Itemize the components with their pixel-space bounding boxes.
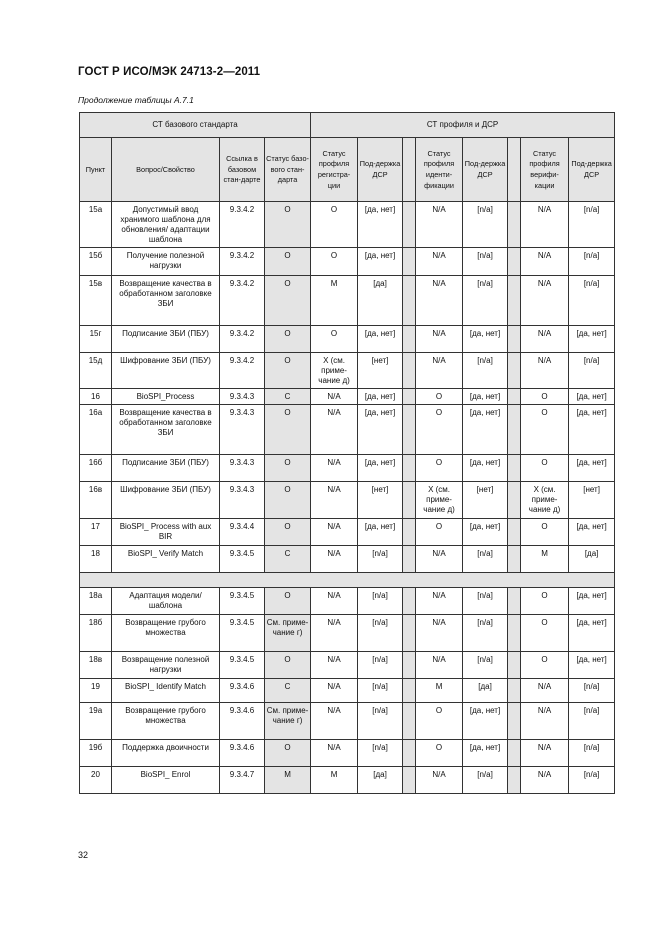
row-reference: 9.3.4.6 <box>220 703 265 740</box>
row-reg-status: N/A <box>311 389 358 405</box>
row-question: BioSPI_Process <box>112 389 220 405</box>
row-ident-support: [да, нет] <box>463 389 508 405</box>
row-point: 19а <box>80 703 112 740</box>
table-row <box>80 740 615 767</box>
row-ident-support: [n/a] <box>463 615 508 652</box>
row-gap <box>403 455 416 482</box>
row-reg-support: [n/a] <box>358 588 403 615</box>
row-reference: 9.3.4.2 <box>220 326 265 353</box>
row-verif-support: [n/a] <box>569 767 615 794</box>
row-reg-status: X (см. приме-чание д) <box>311 353 358 389</box>
row-gap <box>508 326 521 353</box>
row-ident-support: [да, нет] <box>463 740 508 767</box>
row-reg-status: N/A <box>311 455 358 482</box>
row-ident-status: O <box>416 455 463 482</box>
row-reg-status: O <box>311 202 358 248</box>
row-reference: 9.3.4.3 <box>220 455 265 482</box>
row-ident-support: [да, нет] <box>463 519 508 546</box>
row-gap <box>508 389 521 405</box>
row-ident-status: N/A <box>416 276 463 326</box>
row-gap <box>403 546 416 573</box>
row-verif-status: N/A <box>521 767 569 794</box>
row-question: Возвращение качества в обработанном заголовке ЗБИ <box>112 276 220 326</box>
row-question: BioSPI_ Identify Match <box>112 679 220 703</box>
row-point: 18а <box>80 588 112 615</box>
row-reg-support: [да] <box>358 767 403 794</box>
row-reg-support: [n/a] <box>358 652 403 679</box>
row-base-status: O <box>265 353 311 389</box>
row-gap <box>508 740 521 767</box>
row-base-status: C <box>265 546 311 573</box>
row-gap <box>403 615 416 652</box>
row-point: 15г <box>80 326 112 353</box>
table-row <box>80 519 615 546</box>
col-header-point: Пункт <box>80 138 112 202</box>
row-ident-support: [да, нет] <box>463 703 508 740</box>
row-gap <box>508 652 521 679</box>
row-verif-support: [да, нет] <box>569 519 615 546</box>
row-ident-status: N/A <box>416 353 463 389</box>
row-reference: 9.3.4.2 <box>220 276 265 326</box>
row-verif-status: O <box>521 519 569 546</box>
row-gap <box>508 519 521 546</box>
row-ident-status: O <box>416 740 463 767</box>
row-reference: 9.3.4.5 <box>220 615 265 652</box>
col-header-verif-status: Статус профиля верифи-кации <box>521 138 569 202</box>
row-base-status: O <box>265 482 311 519</box>
table-row <box>80 652 615 679</box>
row-verif-support: [нет] <box>569 482 615 519</box>
row-ident-support: [n/a] <box>463 588 508 615</box>
row-base-status: O <box>265 519 311 546</box>
row-point: 15б <box>80 248 112 276</box>
row-verif-status: O <box>521 405 569 455</box>
row-gap <box>508 679 521 703</box>
row-reference: 9.3.4.4 <box>220 519 265 546</box>
row-base-status: O <box>265 740 311 767</box>
row-reg-status: N/A <box>311 482 358 519</box>
row-reg-status: N/A <box>311 546 358 573</box>
table-row <box>80 202 615 248</box>
row-verif-support: [n/a] <box>569 740 615 767</box>
row-verif-status: O <box>521 588 569 615</box>
row-question: BioSPI_ Process with aux BIR <box>112 519 220 546</box>
row-reg-status: N/A <box>311 703 358 740</box>
col-header-reference: Ссылка в базовом стан-дарте <box>220 138 265 202</box>
row-verif-status: N/A <box>521 248 569 276</box>
row-gap <box>403 389 416 405</box>
table-row <box>80 588 615 615</box>
col-header-ident-status: Статус профиля иденти-фикации <box>416 138 463 202</box>
row-ident-status: N/A <box>416 202 463 248</box>
row-verif-support: [n/a] <box>569 248 615 276</box>
row-question: Получение полезной нагрузки <box>112 248 220 276</box>
group-header-base: СТ базового стандарта <box>80 113 311 138</box>
row-reference: 9.3.4.2 <box>220 353 265 389</box>
row-ident-support: [n/a] <box>463 276 508 326</box>
row-gap <box>508 546 521 573</box>
row-reference: 9.3.4.3 <box>220 482 265 519</box>
row-reg-support: [нет] <box>358 482 403 519</box>
row-reg-support: [да, нет] <box>358 405 403 455</box>
table-row <box>80 615 615 652</box>
row-ident-support: [нет] <box>463 482 508 519</box>
row-verif-status: N/A <box>521 202 569 248</box>
row-reg-status: N/A <box>311 679 358 703</box>
row-reference: 9.3.4.2 <box>220 248 265 276</box>
row-gap <box>508 276 521 326</box>
table-row <box>80 482 615 519</box>
group-header-profile: СТ профиля и ДСР <box>311 113 615 138</box>
row-question: Подписание ЗБИ (ПБУ) <box>112 455 220 482</box>
row-verif-status: O <box>521 389 569 405</box>
col-header-base-status: Статус базо-вого стан-дарта <box>265 138 311 202</box>
row-ident-support: [n/a] <box>463 652 508 679</box>
row-base-status: O <box>265 202 311 248</box>
row-ident-status: M <box>416 679 463 703</box>
row-base-status: См. приме-чание г) <box>265 615 311 652</box>
row-gap <box>508 353 521 389</box>
row-gap <box>403 482 416 519</box>
row-question: Шифрование ЗБИ (ПБУ) <box>112 353 220 389</box>
table-row <box>80 546 615 573</box>
row-question: Шифрование ЗБИ (ПБУ) <box>112 482 220 519</box>
table-row <box>80 248 615 276</box>
row-verif-status: N/A <box>521 276 569 326</box>
row-reg-support: [n/a] <box>358 740 403 767</box>
row-gap <box>508 703 521 740</box>
row-point: 17 <box>80 519 112 546</box>
row-point: 16а <box>80 405 112 455</box>
table-row <box>80 405 615 455</box>
row-gap <box>403 326 416 353</box>
row-ident-status: N/A <box>416 248 463 276</box>
row-question: Допустимый ввод хранимого шаблона для обновления/ адаптации шаблона <box>112 202 220 248</box>
row-reference: 9.3.4.3 <box>220 405 265 455</box>
row-reg-support: [нет] <box>358 353 403 389</box>
row-reference: 9.3.4.5 <box>220 546 265 573</box>
row-point: 18 <box>80 546 112 573</box>
row-reference: 9.3.4.5 <box>220 588 265 615</box>
row-reference: 9.3.4.5 <box>220 652 265 679</box>
row-verif-status: N/A <box>521 703 569 740</box>
row-reference: 9.3.4.2 <box>220 202 265 248</box>
row-verif-support: [n/a] <box>569 276 615 326</box>
row-verif-support: [n/a] <box>569 703 615 740</box>
row-ident-support: [n/a] <box>463 546 508 573</box>
col-header-gap <box>508 138 521 202</box>
row-gap <box>508 482 521 519</box>
row-point: 16в <box>80 482 112 519</box>
row-verif-status: O <box>521 455 569 482</box>
row-ident-support: [n/a] <box>463 767 508 794</box>
row-gap <box>403 703 416 740</box>
row-verif-status: O <box>521 615 569 652</box>
page-number: 32 <box>78 850 89 860</box>
row-reg-status: N/A <box>311 652 358 679</box>
row-gap <box>403 276 416 326</box>
row-base-status: O <box>265 248 311 276</box>
row-gap <box>508 615 521 652</box>
row-question: Поддержка двоичности <box>112 740 220 767</box>
row-reg-status: N/A <box>311 615 358 652</box>
row-base-status: O <box>265 652 311 679</box>
row-verif-status: N/A <box>521 679 569 703</box>
row-question: Подписание ЗБИ (ПБУ) <box>112 326 220 353</box>
row-gap <box>403 405 416 455</box>
row-reg-support: [да, нет] <box>358 326 403 353</box>
row-point: 19б <box>80 740 112 767</box>
row-reg-support: [n/a] <box>358 703 403 740</box>
row-question: Возвращение грубого множества <box>112 615 220 652</box>
row-base-status: M <box>265 767 311 794</box>
row-gap <box>403 353 416 389</box>
table-body <box>80 202 615 794</box>
row-verif-status: N/A <box>521 353 569 389</box>
row-verif-support: [да, нет] <box>569 615 615 652</box>
row-reg-status: M <box>311 767 358 794</box>
row-reg-support: [да, нет] <box>358 389 403 405</box>
row-point: 15д <box>80 353 112 389</box>
row-ident-status: N/A <box>416 652 463 679</box>
row-ident-status: N/A <box>416 615 463 652</box>
row-reg-status: N/A <box>311 405 358 455</box>
table-row <box>80 703 615 740</box>
row-question: Возвращение грубого множества <box>112 703 220 740</box>
row-ident-status: N/A <box>416 546 463 573</box>
row-reg-support: [да, нет] <box>358 519 403 546</box>
row-base-status: См. приме-чание г) <box>265 703 311 740</box>
row-gap <box>508 767 521 794</box>
row-question: Возвращение качества в обработанном заголовке ЗБИ <box>112 405 220 455</box>
table-row <box>80 326 615 353</box>
row-verif-status: N/A <box>521 740 569 767</box>
row-gap <box>508 405 521 455</box>
row-verif-support: [да, нет] <box>569 652 615 679</box>
row-point: 15а <box>80 202 112 248</box>
row-gap <box>403 740 416 767</box>
row-point: 18б <box>80 615 112 652</box>
row-base-status: O <box>265 326 311 353</box>
row-point: 18в <box>80 652 112 679</box>
row-ident-status: N/A <box>416 588 463 615</box>
row-point: 20 <box>80 767 112 794</box>
row-reg-support: [да, нет] <box>358 202 403 248</box>
row-question: BioSPI_ Verify Match <box>112 546 220 573</box>
row-question: BioSPI_ Enrol <box>112 767 220 794</box>
row-ident-status: N/A <box>416 767 463 794</box>
row-ident-status: X (см. приме-чание д) <box>416 482 463 519</box>
col-header-ident-support: Под-держка ДСР <box>463 138 508 202</box>
row-point: 16б <box>80 455 112 482</box>
row-gap <box>508 248 521 276</box>
table-row <box>80 276 615 326</box>
row-reg-support: [n/a] <box>358 679 403 703</box>
row-ident-status: O <box>416 405 463 455</box>
row-gap <box>403 767 416 794</box>
row-verif-support: [n/a] <box>569 202 615 248</box>
row-reg-support: [n/a] <box>358 546 403 573</box>
col-header-reg-support: Под-держка ДСР <box>358 138 403 202</box>
row-point: 19 <box>80 679 112 703</box>
document-title: ГОСТ Р ИСО/МЭК 24713-2—2011 <box>78 66 261 78</box>
row-verif-support: [да, нет] <box>569 405 615 455</box>
row-gap <box>403 588 416 615</box>
row-question: Возвращение полезной нагрузки <box>112 652 220 679</box>
row-ident-support: [да] <box>463 679 508 703</box>
table-row <box>80 455 615 482</box>
row-gap <box>403 679 416 703</box>
row-reg-support: [да, нет] <box>358 455 403 482</box>
col-header-gap <box>403 138 416 202</box>
row-gap <box>403 652 416 679</box>
col-header-question: Вопрос/Свойство <box>112 138 220 202</box>
table-row <box>80 679 615 703</box>
table-row <box>80 353 615 389</box>
row-reference: 9.3.4.6 <box>220 679 265 703</box>
row-ident-status: O <box>416 519 463 546</box>
row-verif-support: [n/a] <box>569 353 615 389</box>
row-point: 15в <box>80 276 112 326</box>
row-reg-status: N/A <box>311 740 358 767</box>
row-ident-status: O <box>416 389 463 405</box>
row-gap <box>508 588 521 615</box>
row-base-status: C <box>265 389 311 405</box>
row-gap <box>403 202 416 248</box>
row-verif-support: [да] <box>569 546 615 573</box>
row-ident-support: [n/a] <box>463 202 508 248</box>
separator-cell <box>80 573 615 588</box>
row-ident-support: [да, нет] <box>463 455 508 482</box>
conformance-table <box>79 112 615 794</box>
row-gap <box>508 455 521 482</box>
row-ident-support: [n/a] <box>463 248 508 276</box>
row-reference: 9.3.4.7 <box>220 767 265 794</box>
row-verif-support: [да, нет] <box>569 389 615 405</box>
row-gap <box>508 202 521 248</box>
row-ident-support: [да, нет] <box>463 405 508 455</box>
row-gap <box>403 248 416 276</box>
row-question: Адаптация модели/шаблона <box>112 588 220 615</box>
row-reg-status: M <box>311 276 358 326</box>
row-verif-status: N/A <box>521 326 569 353</box>
row-reg-status: O <box>311 326 358 353</box>
table-row <box>80 767 615 794</box>
row-reg-support: [да, нет] <box>358 248 403 276</box>
row-reg-support: [да] <box>358 276 403 326</box>
row-reference: 9.3.4.3 <box>220 389 265 405</box>
row-base-status: O <box>265 405 311 455</box>
row-verif-support: [да, нет] <box>569 326 615 353</box>
row-reg-status: N/A <box>311 519 358 546</box>
row-verif-status: O <box>521 652 569 679</box>
row-verif-support: [n/a] <box>569 679 615 703</box>
row-verif-support: [да, нет] <box>569 588 615 615</box>
row-reg-support: [n/a] <box>358 615 403 652</box>
row-ident-status: N/A <box>416 326 463 353</box>
row-ident-support: [n/a] <box>463 353 508 389</box>
row-base-status: O <box>265 588 311 615</box>
row-point: 16 <box>80 389 112 405</box>
row-ident-support: [да, нет] <box>463 326 508 353</box>
col-header-reg-status: Статус профиля регистра-ции <box>311 138 358 202</box>
row-base-status: O <box>265 276 311 326</box>
row-reg-status: N/A <box>311 588 358 615</box>
row-verif-status: X (см. приме-чание д) <box>521 482 569 519</box>
row-verif-support: [да, нет] <box>569 455 615 482</box>
row-gap <box>403 519 416 546</box>
row-reg-status: O <box>311 248 358 276</box>
table-caption: Продолжение таблицы А.7.1 <box>78 95 194 105</box>
row-base-status: C <box>265 679 311 703</box>
row-base-status: O <box>265 455 311 482</box>
table-separator-row <box>80 573 615 588</box>
col-header-verif-support: Под-держка ДСР <box>569 138 615 202</box>
row-ident-status: O <box>416 703 463 740</box>
row-verif-status: M <box>521 546 569 573</box>
row-reference: 9.3.4.6 <box>220 740 265 767</box>
table-row <box>80 389 615 405</box>
